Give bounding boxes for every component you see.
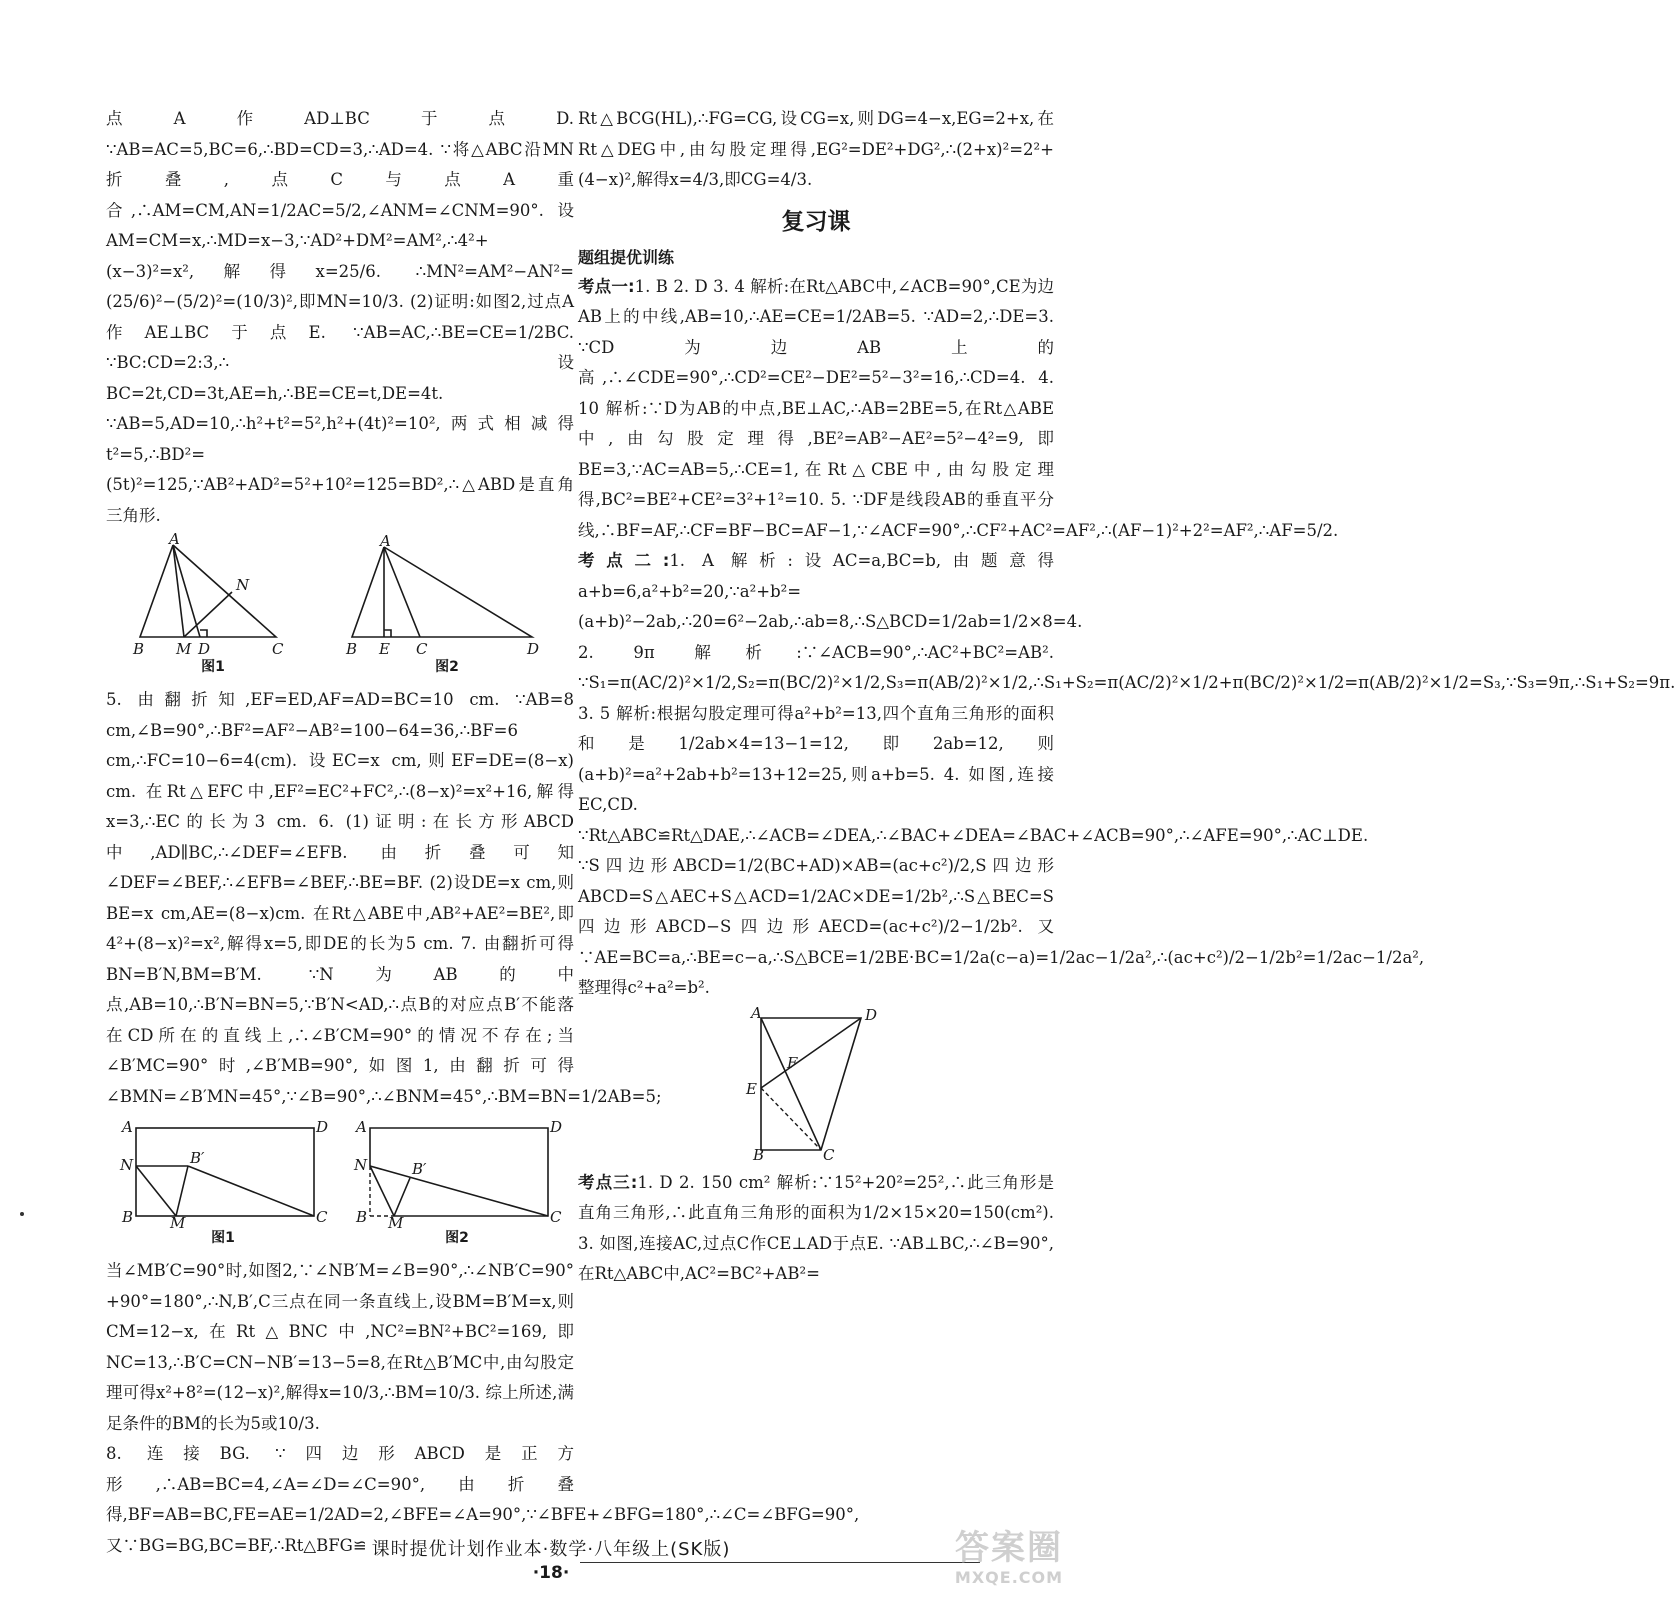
trap-label-D: D <box>865 1005 878 1024</box>
watermark-logo <box>934 1528 1084 1594</box>
figure-trapezoid <box>741 1003 891 1164</box>
trap-label-C: C <box>823 1145 835 1164</box>
fig2-label-C: C <box>416 640 428 658</box>
right-paragraph-4 <box>578 1168 1054 1290</box>
trap-label-B: B <box>753 1145 765 1164</box>
fig4-label-A: A <box>356 1118 367 1136</box>
figure-3-caption: 图1 <box>211 1230 235 1246</box>
fig3-label-D: D <box>316 1118 329 1136</box>
fig1-label-B: B <box>133 640 145 658</box>
fig4-label-D: D <box>550 1118 563 1136</box>
right-paragraph-3 <box>578 546 1675 1004</box>
fig1-label-A: A <box>169 530 180 548</box>
kaodian-3-label: 考点三: <box>578 1172 638 1192</box>
fig1-label-M: M <box>176 640 192 658</box>
kaodian-2-label: 考点二: <box>578 551 670 570</box>
kaodian-2-text: 1. A 解析:设AC=a,BC=b,由题意得a+b=6,a²+b²=20,∵a²+b²=(a+b)²−2ab,∴20=6²−2ab,∴ab=8,∴S△BCD=1/2ab=1/2×8=4. 2. 9π 解析:∵∠ACB=90°,∴AC²+BC²=AB². ∵S₁=π(AC/2)²×1/2,S₂=π(BC/2)²×1/2,S₃=π(AB/2)²×1/2,∴S₁+S₂=π(AC/2)²×1/2+π(BC/2)²×1/2=π(AB/2)²×1/2=S₃,∵S₃=9π,∴S₁+S₂=9π. 3. 5 解析:根据勾股定理可得a²+b²=13,四个直角三角形的面积和是1/2ab×4=13−1=12,即2ab=12,则(a+b)²=a²+2ab+b²=13+12=25,则a+b=5. 4. 如图,连接EC,CD. ∵Rt△ABC≌Rt△DAE,∴∠ACB=∠DEA,∴∠BAC+∠DEA=∠BAC+∠ACB=90°,∴∠AFE=90°,∴AC⊥DE. ∵S四边形ABCD=1/2(BC+AD)×AB=(ac+c²)/2,S四边形ABCD=S△AEC+S△ACD=1/2AC×DE=1/2b²,∴S△BEC=S四边形ABCD−S四边形AECD=(ac+c²)/2−1/2b². 又∵AE=BC=a,∴BE=c−a,∴S△BCE=1/2BE·BC=1/2a(c−a)=1/2ac−1/2a²,∴(ac+c²)/2−1/2b²=1/2ac−1/2a²,整理得c²+a²=b². <box>578 551 1675 997</box>
figure-4-caption: 图2 <box>445 1230 469 1246</box>
figure-4-svg <box>352 1118 563 1232</box>
triangle-figures <box>106 530 574 677</box>
left-paragraph-4: 8. 连接BG. ∵四边形ABCD是正方形,∴AB=BC=4,∠A=∠D=∠C=90°,由折叠得,BF=AB=BC,FE=AE=1/2AD=2,∠BFE=∠A=90°,∵∠BFE+∠BFG=180°,∴∠C=∠BFG=90°,又∵BG=BG,BC=BF,∴Rt△BFG≌ <box>106 1444 860 1555</box>
kaodian-1-label: 考点一: <box>578 276 635 296</box>
figure-trapezoid-svg <box>741 1003 891 1164</box>
figure-2-caption: 图2 <box>435 659 459 675</box>
fig4-label-C: C <box>550 1208 562 1226</box>
fig4-label-B1: B′ <box>412 1160 427 1178</box>
figure-2-triangle <box>342 532 552 677</box>
fig2-label-B: B <box>346 640 358 658</box>
rectangle-figures <box>106 1118 574 1248</box>
figure-1-caption: 图1 <box>201 659 225 675</box>
fig3-label-N: N <box>120 1156 134 1174</box>
fig3-label-B: B <box>122 1208 134 1226</box>
left-paragraph-1: 点A作AD⊥BC于点D. ∵AB=AC=5,BC=6,∴BD=CD=3,∴AD=4. ∵将△ABC沿MN折叠,点C与点A重合,∴AM=CM,AN=1/2AC=5/2,∠ANM=∠CNM=90°. 设AM=CM=x,∴MD=x−3,∵AD²+DM²=AM²,∴4²+(x−3)²=x²,解得x=25/6. ∴MN²=AM²−AN²=(25/6)²−(5/2)²=(10/3)²,即MN=10/3. (2)证明:如图2,过点A作AE⊥BC于点E. ∵AB=AC,∴BE=CE=1/2BC. ∵BC:CD=2:3,∴设BC=2t,CD=3t,AE=h,∴BE=CE=t,DE=4t. ∵AB=5,AD=10,∴h²+t²=5²,h²+(4t)²=10²,两式相减得t²=5,∴BD²=(5t)²=125,∵AB²+AD²=5²+10²=125=BD²,∴△ABD是直角三角形. <box>106 109 574 525</box>
fig4-label-M: M <box>388 1214 404 1232</box>
left-paragraph-2: 5. 由翻折知,EF=ED,AF=AD=BC=10 cm. ∵AB=8 cm,∠B=90°,∴BF²=AF²−AB²=100−64=36,∴BF=6 cm,∴FC=10−6=4(cm). 设EC=x cm,则EF=DE=(8−x) cm. 在Rt△EFC中,EF²=EC²+FC²,∴(8−x)²=x²+16,解得x=3,∴EC的长为3 cm. 6. (1)证明:在长方形ABCD中,AD∥BC,∴∠DEF=∠EFB. 由折叠可知∠DEF=∠BEF,∴∠EFB=∠BEF,∴BE=BF. (2)设DE=x cm,则BE=x cm,AE=(8−x)cm. 在Rt△ABE中,AB²+AE²=BE²,即4²+(8−x)²=x²,解得x=5,即DE的长为5 cm. 7. 由翻折可得BN=B′N,BM=B′M. ∵N为AB的中点,AB=10,∴B′N=BN=5,∵B′N<AD,∴点B的对应点B′不能落在CD所在的直线上,∴∠B′CM=90°的情况不存在;当∠B′MC=90°时,∠B′MB=90°,如图1,由翻折可得∠BMN=∠B′MN=45°,∵∠B=90°,∴∠BNM=45°,∴BM=BN=1/2AB=5; <box>106 690 662 1106</box>
right-paragraph-2 <box>578 272 1339 547</box>
stray-dot <box>20 1212 24 1216</box>
fig2-label-A: A <box>380 532 391 550</box>
fig2-label-E: E <box>379 640 390 658</box>
figure-3-svg <box>118 1118 329 1232</box>
fig3-label-M: M <box>170 1214 186 1232</box>
section-title: 复习课 <box>781 208 851 235</box>
right-column <box>578 104 1675 1290</box>
fig2-label-D: D <box>527 640 540 658</box>
figure-1-svg <box>128 530 298 658</box>
footer-book-title: 课时提优计划作业本·数学·八年级上(SK版) <box>371 1539 731 1560</box>
kaodian-1-text: 1. B 2. D 3. 4 解析:在Rt△ABC中,∠ACB=90°,CE为边AB上的中线,AB=10,∴AE=CE=1/2AB=5. ∵AD=2,∴DE=3. ∵CD为边AB上的高,∴∠CDE=90°,∴CD²=CE²−DE²=5²−3²=16,∴CD=4. 4. 10 解析:∵D为AB的中点,BE⊥AC,∴AB=2BE=5,在Rt△ABE中,由勾股定理得,BE²=AB²−AE²=5²−4²=9,即BE=3,∵AC=AB=5,∴CE=1,在Rt△CBE中,由勾股定理得,BC²=BE²+CE²=3²+1²=10. 5. ∵DF是线段AB的垂直平分线,∴BF=AF,∴CF=BF−BC=AF−1,∵∠ACF=90°,∴CF²+AC²=AF²,∴(AF−1)²+2²=AF²,∴AF=5/2. <box>578 276 1339 540</box>
fig3-label-B1: B′ <box>190 1149 205 1167</box>
trap-label-F: F <box>787 1053 798 1072</box>
watermark-cn: 答案圈 <box>955 1528 1063 1568</box>
fig1-label-N: N <box>236 576 250 594</box>
fig1-label-D: D <box>198 640 211 658</box>
fig3-label-A: A <box>122 1118 133 1136</box>
fig4-label-B: B <box>356 1208 368 1226</box>
figure-1-triangle <box>128 530 298 677</box>
fig3-label-C: C <box>316 1208 328 1226</box>
fig1-label-C: C <box>272 640 284 658</box>
watermark-en: MXQE.COM <box>954 1568 1064 1587</box>
figure-2-svg <box>342 532 552 658</box>
trapezoid-figure-row <box>578 1003 1054 1164</box>
right-paragraph-1: Rt△BCG(HL),∴FG=CG,设CG=x,则DG=4−x,EG=2+x,在Rt△DEG中,由勾股定理得,EG²=DE²+DG²,∴(2+x)²=2²+(4−x)²,解得x=4/3,即CG=4/3. <box>578 109 1054 189</box>
figure-4-rectangle <box>352 1118 562 1248</box>
left-paragraph-3: 当∠MB′C=90°时,如图2,∵∠NB′M=∠B=90°,∴∠NB′C=90°+90°=180°,∴N,B′,C三点在同一条直线上,设BM=B′M=x,则CM=12−x,在Rt△BNC中,NC²=BN²+BC²=169,即NC=13,∴B′C=CN−NB′=13−5=8,在Rt△B′MC中,由勾股定理可得x²+8²=(12−x)²,解得x=10/3,∴BM=10/3. 综上所述,满足条件的BM的长为5或10/3. <box>106 1261 574 1433</box>
sub-title: 题组提优训练 <box>578 247 675 267</box>
page-number: ·18· <box>532 1563 570 1583</box>
fig4-label-N: N <box>354 1156 368 1174</box>
trap-label-E: E <box>746 1079 757 1098</box>
trap-label-A: A <box>751 1003 762 1022</box>
kaodian-3-text: 1. D 2. 150 cm² 解析:∵15²+20²=25²,∴此三角形是直角三角形,∴此直角三角形的面积为1/2×15×20=150(cm²). 3. 如图,连接AC,过点C作CE⊥AD于点E. ∵AB⊥BC,∴∠B=90°,在Rt△ABC中,AC²=BC²+AB²= <box>578 1172 1054 1283</box>
figure-3-rectangle <box>118 1118 328 1248</box>
